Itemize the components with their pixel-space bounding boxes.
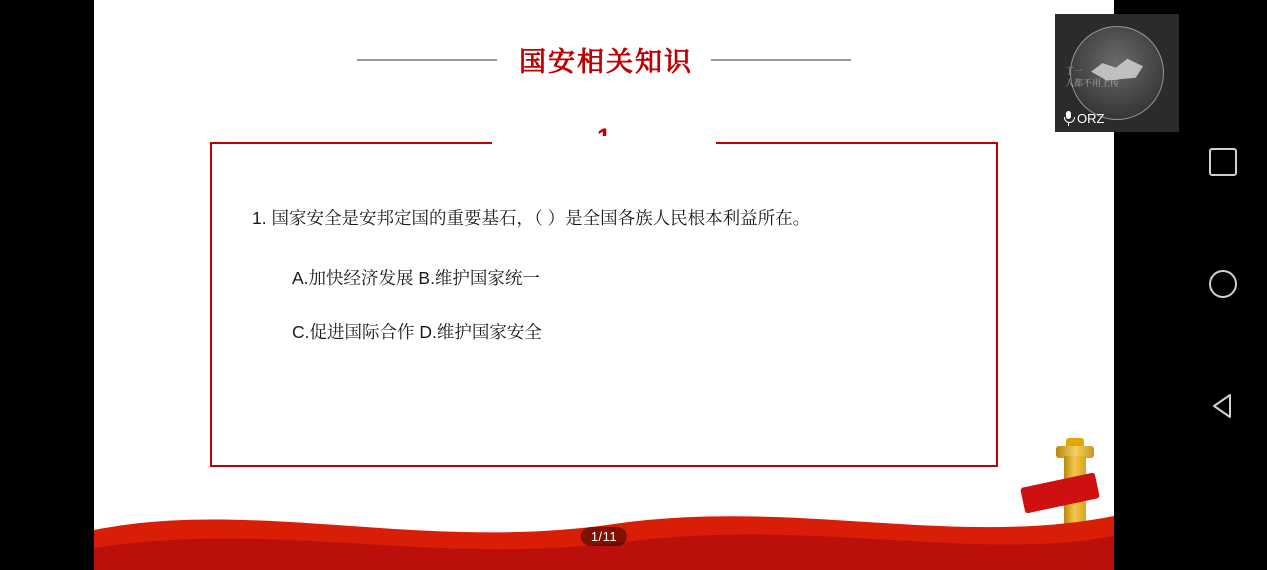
title-rule-left (357, 59, 497, 61)
android-navigation-bar (1179, 0, 1267, 570)
title-rule-right (711, 59, 851, 61)
participant-name: ORZ (1077, 111, 1105, 126)
page-indicator: 1/11 (581, 527, 627, 546)
question-stem: 1. 国家安全是安邦定国的重要基石，（ ）是全国各族人民根本利益所在。 (252, 208, 811, 228)
triangle-back-icon[interactable] (1210, 392, 1236, 420)
question-option-cd: C.促进国际合作 D.维护国家安全 (292, 322, 542, 342)
question-content (210, 142, 998, 467)
presentation-slide[interactable] (94, 0, 1114, 570)
slide-title: 国安相关知识 (519, 47, 693, 77)
watermark-line-2: 人都不用上传 (1065, 77, 1120, 88)
question-option-ab: A.加快经济发展 B.维护国家统一 (292, 268, 540, 288)
video-thumbnail[interactable] (1055, 14, 1179, 132)
letterbox-left (0, 0, 94, 570)
square-recents-icon[interactable] (1209, 148, 1237, 176)
video-watermark (1065, 66, 1119, 89)
microphone-icon (1063, 111, 1074, 126)
circle-home-icon[interactable] (1209, 270, 1237, 298)
participant-label (1063, 111, 1104, 126)
slide-title-row (94, 40, 1114, 79)
watermark-line-1: 丁一 (1065, 66, 1084, 76)
